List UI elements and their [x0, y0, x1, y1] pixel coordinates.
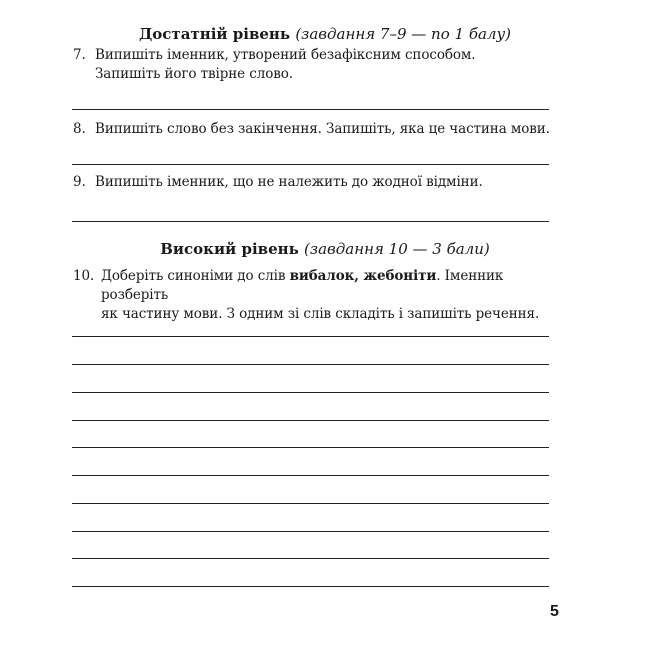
answer-line[interactable]: [72, 558, 549, 559]
answer-line[interactable]: [72, 221, 549, 222]
question-text-line: Випишіть слово без закінчення. Запишіть, яка це частина мови.: [95, 121, 550, 137]
answer-line[interactable]: [72, 531, 549, 532]
answer-line[interactable]: [72, 447, 549, 448]
question-text-line: [101, 267, 563, 305]
answer-line[interactable]: [72, 503, 549, 504]
heading-note: (завдання 10 — 3 бали): [304, 240, 490, 258]
answer-line[interactable]: [72, 109, 549, 110]
text-segment: . Іменник розберіть: [101, 268, 504, 303]
heading-sufficient-level: [0, 25, 650, 43]
question-text-line: як частину мови. З одним зі слів складіть і запишіть речення.: [101, 306, 540, 322]
answer-line[interactable]: [72, 392, 549, 393]
bold-words: вибалок, жебоніти: [289, 268, 437, 284]
heading-title: Достатній рівень: [138, 25, 291, 43]
question-number: 10.: [73, 268, 95, 284]
question-text-line: Випишіть іменник, утворений безафіксним способом.: [95, 47, 476, 63]
heading-high-level: [0, 240, 650, 258]
question-7: [73, 46, 553, 84]
answer-line[interactable]: [72, 586, 549, 587]
answer-line[interactable]: [72, 420, 549, 421]
question-text-line: Випишіть іменник, що не належить до жодної відміни.: [95, 174, 483, 190]
question-10: [73, 267, 563, 324]
question-text-line: Запишіть його твірне слово.: [95, 66, 293, 82]
answer-line[interactable]: [72, 336, 549, 337]
heading-title: Високий рівень: [160, 240, 299, 258]
question-number: 8.: [73, 121, 86, 137]
question-8: [73, 120, 563, 139]
page-number: 5: [550, 603, 559, 620]
question-number: 9.: [73, 174, 86, 190]
answer-line[interactable]: [72, 164, 549, 165]
answer-line[interactable]: [72, 364, 549, 365]
heading-note: (завдання 7–9 — по 1 балу): [295, 25, 512, 43]
question-9: [73, 173, 553, 192]
answer-line[interactable]: [72, 475, 549, 476]
text-segment: Доберіть синоніми до слів: [101, 268, 290, 284]
question-number: 7.: [73, 47, 86, 63]
